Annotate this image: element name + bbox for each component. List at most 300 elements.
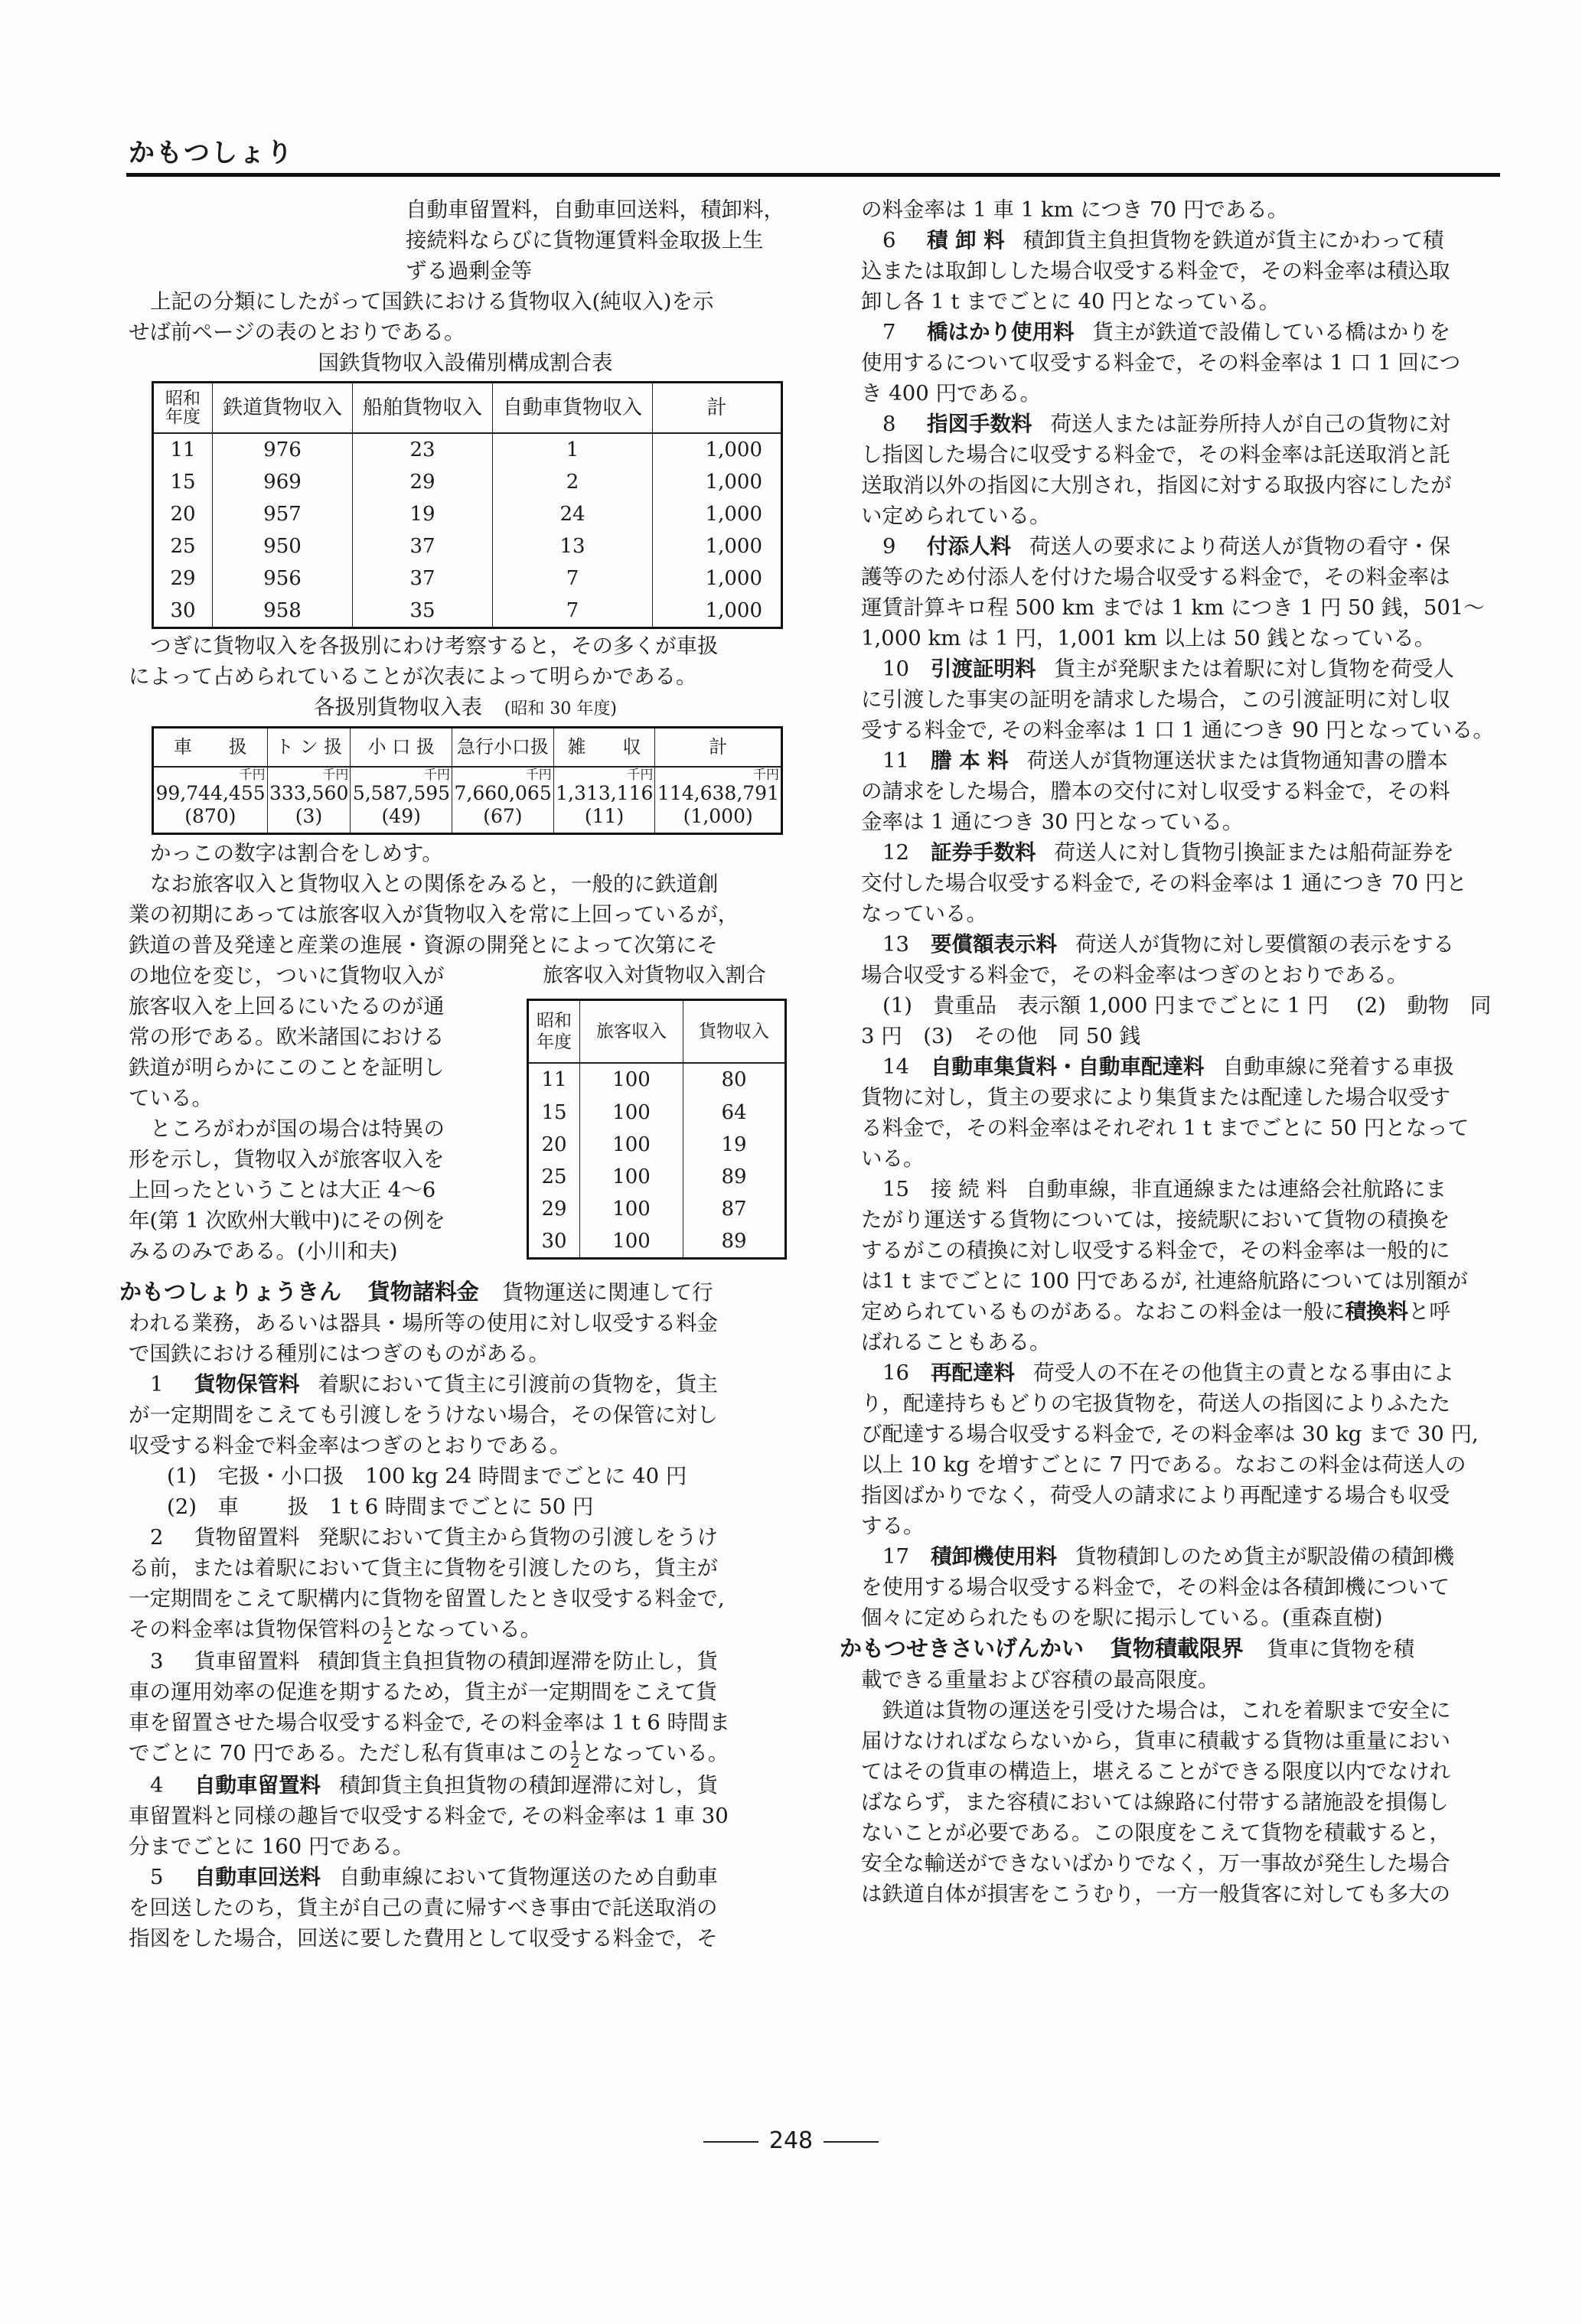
fee-item-heading bbox=[861, 929, 1504, 960]
entry-reading: かもつしょりょうきん bbox=[119, 1279, 342, 1305]
text-line: 1,000 km は 1 円，1,001 km 以上は 50 銭となっている。 bbox=[861, 626, 1436, 650]
item-text: 発駅において貨主から貨物の引渡しをうけ bbox=[318, 1525, 718, 1550]
sub-item: (2) 車 扱 1 t 6 時間までごとに 50 円 bbox=[167, 1494, 594, 1519]
table-row bbox=[153, 530, 782, 562]
table-cell: 7 bbox=[493, 562, 653, 595]
table-cell: 2 bbox=[493, 466, 653, 498]
text-line: ずる過剰金等 bbox=[406, 259, 532, 283]
item-term: 謄 本 料 bbox=[931, 748, 1009, 773]
item-number: 3 bbox=[150, 1649, 164, 1674]
text-line: は鉄道自体が損害をこうむり，一方一般貨客に対しても多大の bbox=[861, 1882, 1450, 1906]
table-cell: 11 bbox=[153, 433, 213, 466]
entry-heading bbox=[119, 1276, 787, 1308]
table-cell: 100 bbox=[580, 1063, 683, 1097]
table-cell: 19 bbox=[683, 1129, 786, 1161]
item-number: 11 bbox=[882, 748, 909, 773]
fee-item-heading bbox=[129, 1770, 787, 1801]
table-cell: 1,000 bbox=[653, 530, 782, 562]
text-line: 貨物に対し，貨主の要求により集貨または配達した場合収受す bbox=[861, 1085, 1450, 1110]
item-term: 指図手数料 bbox=[927, 412, 1032, 436]
table-cell: 23 bbox=[353, 433, 493, 466]
text-line: せば前ページの表のとおりである。 bbox=[129, 320, 465, 344]
value: 114,638,791 bbox=[657, 782, 779, 804]
text-line: 受する料金で, その料金率は 1 口 1 通につき 90 円となっている。 bbox=[861, 718, 1494, 742]
fee-item-heading bbox=[861, 745, 1504, 776]
fee-item-heading bbox=[129, 1862, 787, 1892]
text-line: し指図した場合に収受する料金で，その料金率は託送取消と託 bbox=[861, 442, 1450, 467]
text-line: 届けなければならないから，貨車に積載する貨物は重量におい bbox=[861, 1729, 1450, 1753]
item-term: 自動車集貨料・自動車配達料 bbox=[931, 1054, 1205, 1079]
text-line: ないことが必要である。この限度をこえて貨物を積載すると， bbox=[861, 1820, 1450, 1845]
col-header-year bbox=[528, 1000, 580, 1063]
fee-item-heading bbox=[861, 837, 1504, 868]
text: となっている。 bbox=[393, 1617, 542, 1641]
table-row bbox=[528, 1225, 786, 1259]
text-line: び配達する場合収受する料金で, その料金率は 30 kg まで 30 円, bbox=[861, 1422, 1479, 1446]
unit-label: 千円 bbox=[424, 768, 451, 783]
item-text: 荷送人が貨物に対し要償額の表示をする bbox=[1075, 932, 1454, 957]
item-term: 積卸機使用料 bbox=[931, 1544, 1057, 1569]
table-cell bbox=[153, 767, 268, 834]
text-line: 車を留置させた場合収受する料金で, その料金率は 1 t 6 時間ま bbox=[129, 1710, 730, 1735]
text-line: を回送したのち，貨主が自己の責に帰すべき事由で託送取消の bbox=[129, 1895, 718, 1920]
text: でごとに 70 円である。ただし私有貨車はこの bbox=[129, 1741, 569, 1765]
text-line: の料金率は 1 車 1 km につき 70 円である。 bbox=[861, 197, 1289, 222]
item-number: 14 bbox=[882, 1054, 909, 1079]
text-line: 使用するについて収受する料金で，その料金率は 1 口 1 回につ bbox=[861, 350, 1461, 375]
table-cell: 19 bbox=[353, 498, 493, 530]
header-rule bbox=[126, 173, 1500, 177]
table-cell: 1,000 bbox=[653, 433, 782, 466]
text-line: 常の形である。欧米諸国における bbox=[129, 1025, 445, 1049]
fee-item-heading bbox=[861, 1541, 1504, 1572]
text: その料金率は貨物保管料の bbox=[129, 1617, 381, 1641]
value: 5,587,595 bbox=[352, 782, 451, 804]
table-passenger-vs-freight bbox=[527, 999, 787, 1260]
item-term: 貨車留置料 bbox=[194, 1649, 300, 1674]
fee-item-heading bbox=[861, 1174, 1504, 1204]
item-number: 16 bbox=[882, 1361, 909, 1385]
value: 333,560 bbox=[269, 782, 349, 804]
table-cell: 89 bbox=[683, 1161, 786, 1193]
table-cell: 100 bbox=[580, 1129, 683, 1161]
text-line: 形を示し，貨物収入が旅客収入を bbox=[129, 1147, 445, 1172]
text-line bbox=[861, 1296, 1504, 1327]
entry2-body bbox=[861, 1664, 1504, 1909]
table-cell: 15 bbox=[528, 1097, 580, 1129]
text-line: ばならず，また容積においては線路に付帯する諸施設を損傷し bbox=[861, 1790, 1449, 1814]
text-line: 分までごとに 160 円である。 bbox=[129, 1834, 414, 1859]
fee-item-heading bbox=[861, 531, 1504, 562]
entry2-reading: かもつせきさいげんかい bbox=[840, 1635, 1085, 1661]
item-term: 積 卸 料 bbox=[927, 228, 1005, 253]
item-number: 9 bbox=[882, 534, 896, 559]
unit-label: 千円 bbox=[525, 768, 552, 783]
table-cell: 1,000 bbox=[653, 466, 782, 498]
text-line: 指図ばかりでなく，荷受人の請求により再配達する場合も収受 bbox=[861, 1483, 1450, 1508]
table-freight-revenue-by-handling bbox=[152, 726, 783, 836]
col-header: 計 bbox=[655, 727, 782, 767]
table-freight-revenue-by-facility bbox=[152, 381, 783, 629]
text-line-with-fraction bbox=[129, 1738, 787, 1770]
text-line: の請求をした場合，謄本の交付に対し収受する料金で，その料 bbox=[861, 779, 1450, 803]
item-text: 荷送人が貨物運送状または貨物通知書の謄本 bbox=[1026, 748, 1448, 773]
table-row bbox=[153, 498, 782, 530]
table-row bbox=[153, 562, 782, 595]
year-line-1: 昭和 bbox=[537, 1010, 572, 1031]
item-number: 12 bbox=[882, 840, 909, 865]
item-text: 積卸貨主負担貨物の積卸遅滞に対し，貨 bbox=[339, 1773, 718, 1798]
text-line: する。 bbox=[861, 1514, 925, 1538]
item-text: 貨主が発駅または着駅に対し貨物を荷受人 bbox=[1054, 657, 1454, 681]
page-number-value: 248 bbox=[768, 2127, 814, 2154]
entry-body bbox=[129, 1308, 787, 1369]
sub-item: 3 円 (3) その他 同 50 銭 bbox=[861, 1024, 1141, 1048]
text-line: 安全な輸送ができないばかりでなく，万一事故が発生した場合 bbox=[861, 1851, 1450, 1876]
text-line: 車留置料と同様の趣旨で収受する料金で, その料金率は 1 車 30 bbox=[129, 1804, 729, 1828]
paragraph bbox=[129, 631, 787, 692]
col-header-ship: 船舶貨物収入 bbox=[353, 383, 493, 433]
item-text: 自動車線において貨物運送のため自動車 bbox=[339, 1865, 718, 1889]
value: 1,313,116 bbox=[556, 782, 654, 804]
table2-caption bbox=[129, 692, 787, 725]
table-row bbox=[528, 1129, 786, 1161]
text-line: に引渡した事実の証明を請求した場合，この引渡証明に対し収 bbox=[861, 687, 1450, 712]
item-number: 8 bbox=[882, 412, 896, 436]
item-term: 貨物保管料 bbox=[194, 1372, 300, 1397]
ratio: (1,000) bbox=[683, 805, 753, 827]
ratio: (11) bbox=[584, 805, 625, 827]
entry2-text: 貨車に貨物を積 bbox=[1267, 1637, 1415, 1661]
table-cell: 15 bbox=[153, 466, 213, 498]
table-cell: 1 bbox=[493, 433, 653, 466]
text-line: かっこの数字は割合をしめす。 bbox=[150, 841, 443, 865]
fraction-denominator: 2 bbox=[569, 1753, 580, 1772]
text-line: いる。 bbox=[861, 1146, 925, 1171]
text-line: 上記の分類にしたがって国鉄における貨物収入(純収入)を示 bbox=[150, 289, 714, 314]
table-cell: 20 bbox=[153, 498, 213, 530]
col-header: 車 扱 bbox=[153, 727, 268, 767]
item-text: 自動車線に発着する車扱 bbox=[1222, 1054, 1454, 1079]
text-line-with-fraction bbox=[129, 1614, 787, 1646]
paragraph-narrow bbox=[129, 1113, 481, 1266]
text: となっている。 bbox=[581, 1741, 729, 1765]
left-column bbox=[119, 194, 787, 1954]
text-line: 業の初期にあっては旅客収入が貨物収入を常に上回っているが， bbox=[129, 902, 739, 927]
text-line: 送取消以外の指図に大別され，指図に対する取扱内容にしたが bbox=[861, 473, 1452, 497]
page-dash-right bbox=[824, 2141, 879, 2143]
table-cell: 958 bbox=[213, 595, 353, 628]
fee-item-heading bbox=[129, 1369, 787, 1400]
text-line: り，配達持ちもどりの宅扱貨物を，荷送人の指図によりふたた bbox=[861, 1391, 1450, 1416]
text-line: ばれることもある。 bbox=[861, 1330, 1051, 1354]
table-row bbox=[528, 1161, 786, 1193]
table3-caption: 旅客収入対貨物収入割合 bbox=[543, 963, 766, 987]
table-cell: 956 bbox=[213, 562, 353, 595]
item-text: 貨主が鉄道で設備している橋はかりを bbox=[1092, 320, 1450, 344]
text-line: するがこの積換に対し収受する料金で，その料金率は一般的に bbox=[861, 1238, 1450, 1263]
col-header-rail: 鉄道貨物収入 bbox=[213, 383, 353, 433]
col-header: ト ン 扱 bbox=[267, 727, 351, 767]
sub-item: (1) 貴重品 表示額 1,000 円までごとに 1 円 (2) 動物 同 bbox=[882, 993, 1492, 1018]
text-line: ている。 bbox=[129, 1086, 213, 1110]
col-header: 小 口 扱 bbox=[351, 727, 452, 767]
table-cell bbox=[655, 767, 782, 834]
fee-item-heading bbox=[129, 1522, 787, 1553]
unit-label: 千円 bbox=[753, 768, 779, 783]
intro-block bbox=[129, 194, 787, 286]
item-number: 7 bbox=[882, 320, 896, 344]
item-text: 荷送人に対し貨物引換証または船荷証券を bbox=[1054, 840, 1454, 865]
col-header-total: 計 bbox=[653, 383, 782, 433]
entry2-term: 貨物積載限界 bbox=[1110, 1635, 1244, 1661]
text-line: る前，または着駅において貨主に貨物を引渡したのち，貨主が bbox=[129, 1556, 718, 1580]
item-term: 引渡証明料 bbox=[931, 657, 1036, 681]
table-cell: 29 bbox=[528, 1193, 580, 1225]
text-line: 込または取卸しした場合収受する料金で，その料金率は積込取 bbox=[861, 259, 1450, 283]
table-cell: 969 bbox=[213, 466, 353, 498]
text-line: 以上 10 kg を増すごとに 7 円である。なおこの料金は荷送人の bbox=[861, 1452, 1466, 1477]
table-cell: 64 bbox=[683, 1097, 786, 1129]
table-cell: 87 bbox=[683, 1193, 786, 1225]
text-line: 卸し各 1 t までごとに 40 円となっている。 bbox=[861, 289, 1280, 314]
table-row bbox=[153, 433, 782, 466]
col-header: 雑 収 bbox=[553, 727, 655, 767]
table-row bbox=[153, 595, 782, 628]
text-line: 鉄道が明らかにこのことを証明し bbox=[129, 1055, 445, 1080]
table-cell bbox=[553, 767, 655, 834]
item-text: 着駅において貨主に引渡前の貨物を，貨主 bbox=[318, 1372, 718, 1397]
text-line: 載できる重量および容積の最高限度。 bbox=[861, 1667, 1219, 1692]
table-cell: 7 bbox=[493, 595, 653, 628]
table-cell: 29 bbox=[353, 466, 493, 498]
text-line: 護等のため付添人を付けた場合収受する料金で，その料金率は bbox=[861, 565, 1450, 589]
table-cell: 29 bbox=[153, 562, 213, 595]
table-cell: 25 bbox=[528, 1161, 580, 1193]
value: 7,660,065 bbox=[454, 782, 552, 804]
text-line: 自動車留置料，自動車回送料，積卸料， bbox=[406, 197, 784, 222]
item-term: 証券手数料 bbox=[931, 840, 1036, 865]
fee-item-heading bbox=[129, 1646, 787, 1677]
right-column bbox=[840, 194, 1504, 1909]
table-cell: 100 bbox=[580, 1097, 683, 1129]
text-line: ところがわが国の場合は特異の bbox=[150, 1116, 445, 1141]
paragraph-narrow bbox=[129, 960, 481, 1113]
fee-item-heading bbox=[861, 225, 1504, 256]
text-line: で国鉄における種別にはつぎのものがある。 bbox=[129, 1341, 550, 1366]
text-line: 上回ったということは大正 4～6 bbox=[129, 1178, 436, 1202]
table-cell: 37 bbox=[353, 530, 493, 562]
paragraph bbox=[129, 869, 787, 960]
unit-label: 千円 bbox=[627, 768, 654, 783]
text: と呼 bbox=[1408, 1299, 1450, 1324]
table-cell: 950 bbox=[213, 530, 353, 562]
text-line: 一定期間をこえて駅構内に貨物を留置したとき収受する料金で, bbox=[129, 1586, 725, 1611]
text-line: を使用する場合収受する料金で，その料金は各積卸機について bbox=[861, 1575, 1450, 1599]
table-cell: 100 bbox=[580, 1161, 683, 1193]
text-line: 金率は 1 通につき 30 円となっている。 bbox=[861, 810, 1244, 834]
entry-text: 貨物運送に関連して行 bbox=[502, 1280, 713, 1305]
fee-item-heading bbox=[861, 1358, 1504, 1388]
unit-label: 千円 bbox=[239, 768, 266, 783]
fee-items-right bbox=[861, 225, 1504, 1633]
table-cell: 100 bbox=[580, 1225, 683, 1259]
table-cell bbox=[452, 767, 554, 834]
col-header: 急行小口扱 bbox=[452, 727, 554, 767]
col-header-freight: 貨物収入 bbox=[683, 1000, 786, 1063]
table-cell: 100 bbox=[580, 1193, 683, 1225]
item-term: 再配達料 bbox=[931, 1361, 1015, 1385]
table-cell: 35 bbox=[353, 595, 493, 628]
value: 99,744,455 bbox=[155, 782, 266, 804]
text-line: によって占められていることが次表によって明らかである。 bbox=[129, 663, 697, 689]
ratio: (870) bbox=[184, 805, 236, 827]
table2-title: 各扱別貨物収入表 bbox=[314, 694, 483, 719]
table-cell: 13 bbox=[493, 530, 653, 562]
item-number: 4 bbox=[150, 1773, 164, 1798]
text-line: 旅客収入を上回るにいたるのが通 bbox=[129, 994, 445, 1019]
item-number: 13 bbox=[882, 932, 909, 957]
table2-note: (昭和 30 年度) bbox=[504, 699, 617, 719]
year-line-2: 年度 bbox=[537, 1032, 572, 1052]
text-line: は1 t までごとに 100 円であるが, 社連絡航路については別額が bbox=[861, 1269, 1468, 1293]
page-dash-left bbox=[703, 2141, 758, 2143]
fraction-numerator: 1 bbox=[569, 1737, 580, 1755]
running-header: かもつしょり bbox=[129, 138, 294, 168]
item-term: 橋はかり使用料 bbox=[927, 320, 1075, 344]
item-text: 荷送人または証券所持人が自己の貨物に対 bbox=[1050, 412, 1450, 436]
table-cell: 80 bbox=[683, 1063, 786, 1097]
item-number: 1 bbox=[150, 1372, 164, 1397]
paragraph bbox=[129, 286, 787, 347]
text-line: なっている。 bbox=[861, 901, 987, 926]
item-number: 10 bbox=[882, 657, 909, 681]
col-header-passenger: 旅客収入 bbox=[580, 1000, 683, 1063]
item-text: 積卸貨主負担貨物を鉄道が貨主にかわって積 bbox=[1023, 228, 1444, 253]
text-line: 場合収受する料金で，その料金率はつぎのとおりである。 bbox=[861, 963, 1408, 987]
table-cell: 25 bbox=[153, 530, 213, 562]
entry2-heading bbox=[840, 1633, 1504, 1664]
item-term: 自動車回送料 bbox=[194, 1865, 321, 1889]
text-line: てはその貨車の構造上，堪えることができる限度以内でなけれ bbox=[861, 1759, 1450, 1784]
year-line-2: 年度 bbox=[165, 406, 201, 427]
item-number: 15 bbox=[882, 1177, 909, 1201]
table-cell: 20 bbox=[528, 1129, 580, 1161]
table1-caption: 国鉄貨物収入設備別構成割合表 bbox=[318, 350, 613, 375]
ratio: (3) bbox=[295, 805, 323, 827]
paragraph bbox=[129, 838, 787, 869]
table-cell bbox=[351, 767, 452, 834]
text-line: たがり運送する貨物については，接続駅において貨物の積換を bbox=[861, 1208, 1450, 1232]
item-term: 貨物留置料 bbox=[194, 1525, 300, 1550]
text-line: つぎに貨物収入を各扱別にわけ考察すると，その多くが車扱 bbox=[150, 633, 719, 658]
col-header-auto: 自動車貨物収入 bbox=[493, 383, 653, 433]
text-line: 収受する料金で料金率はつぎのとおりである。 bbox=[129, 1433, 571, 1458]
text-line: の地位を変じ，ついに貨物収入が bbox=[129, 963, 445, 988]
table-cell: 30 bbox=[153, 595, 213, 628]
text-line: き 400 円である。 bbox=[861, 381, 1041, 406]
bold-term: 積換料 bbox=[1345, 1299, 1408, 1324]
item-text: 荷送人の要求により荷送人が貨物の看守・保 bbox=[1029, 534, 1450, 559]
text-line: 指図をした場合，回送に要した費用として収受する料金で，そ bbox=[129, 1926, 718, 1951]
ratio: (67) bbox=[483, 805, 523, 827]
table-row bbox=[528, 1097, 786, 1129]
item-text: 自動車線，非直通線または連絡会社航路にま bbox=[1025, 1177, 1447, 1201]
fee-item-heading bbox=[861, 1051, 1504, 1082]
item-term: 接 続 料 bbox=[931, 1177, 1007, 1201]
table-cell: 1,000 bbox=[653, 498, 782, 530]
text-line: る料金で，その料金率はそれぞれ 1 t までごとに 50 円となって bbox=[861, 1116, 1469, 1140]
table-row bbox=[153, 466, 782, 498]
unit-label: 千円 bbox=[322, 768, 349, 783]
text-line: 車の運用効率の促進を期するため，貨主が一定期間をこえて貨 bbox=[129, 1680, 717, 1704]
table-cell: 957 bbox=[213, 498, 353, 530]
year-line-1: 昭和 bbox=[165, 388, 201, 409]
text-line: 鉄道は貨物の運送を引受けた場合は，これを着駅まで安全に bbox=[882, 1698, 1451, 1723]
fraction-denominator: 2 bbox=[383, 1629, 393, 1648]
ratio: (49) bbox=[381, 805, 421, 827]
item-term: 要償額表示料 bbox=[931, 932, 1057, 957]
entry-term: 貨物諸料金 bbox=[367, 1279, 479, 1305]
table-cell: 1,000 bbox=[653, 595, 782, 628]
fraction-numerator: 1 bbox=[383, 1613, 393, 1631]
text-line: 年(第 1 次欧州大戦中)にその例を bbox=[129, 1208, 445, 1233]
table-cell bbox=[267, 767, 351, 834]
table-row bbox=[528, 1063, 786, 1097]
fee-item-heading bbox=[861, 409, 1504, 439]
text-line: みるのみである。(小川和夫) bbox=[129, 1239, 398, 1263]
table-cell: 30 bbox=[528, 1225, 580, 1259]
item-term: 自動車留置料 bbox=[194, 1773, 321, 1798]
page-number bbox=[0, 2127, 1582, 2154]
text: 定められているものがある。なおこの料金は一般に bbox=[861, 1299, 1346, 1324]
fraction-one-half bbox=[570, 1739, 580, 1770]
text-line: い定められている。 bbox=[861, 504, 1051, 528]
item-number: 17 bbox=[882, 1544, 909, 1569]
table-cell: 24 bbox=[493, 498, 653, 530]
text-line: なお旅客収入と貨物収入との関係をみると，一般的に鉄道創 bbox=[150, 872, 719, 896]
text-line: われる業務，あるいは器具・場所等の使用に対し収受する料金 bbox=[129, 1311, 718, 1335]
item-term: 付添人料 bbox=[927, 534, 1011, 559]
sub-item: (1) 宅扱・小口扱 100 kg 24 時間までごとに 40 円 bbox=[167, 1464, 687, 1488]
item-text: 貨物積卸しのため貨主が駅設備の積卸機 bbox=[1075, 1544, 1454, 1569]
fee-item-heading bbox=[861, 654, 1504, 684]
fee-items-left bbox=[129, 1369, 787, 1954]
wrap-region bbox=[129, 960, 787, 1276]
text-line: 交付した場合収受する料金で, その料金率は 1 通につき 70 円と bbox=[861, 871, 1467, 895]
text-line: が一定期間をこえても引渡しをうけない場合，その保管に対し bbox=[129, 1403, 718, 1427]
text-line: 接続料ならびに貨物運賃料金取扱上生 bbox=[406, 228, 764, 253]
table-cell: 89 bbox=[683, 1225, 786, 1259]
item-number: 2 bbox=[150, 1525, 164, 1550]
item-number: 6 bbox=[882, 228, 896, 253]
continued-text bbox=[861, 194, 1504, 225]
table-cell: 1,000 bbox=[653, 562, 782, 595]
item-text: 積卸貨主負担貨物の積卸遅滞を防止し，貨 bbox=[318, 1649, 718, 1674]
text-line: 鉄道の普及発達と産業の進展・資源の開発とによって次第にそ bbox=[129, 933, 718, 957]
fraction-one-half bbox=[383, 1615, 393, 1646]
table-cell: 37 bbox=[353, 562, 493, 595]
item-number: 5 bbox=[150, 1865, 164, 1889]
text-line: 個々に定められたものを駅に掲示している。(重森直樹) bbox=[861, 1605, 1383, 1630]
table-row bbox=[528, 1193, 786, 1225]
fee-item-heading bbox=[861, 317, 1504, 347]
table3-block bbox=[522, 960, 787, 1260]
table-cell: 11 bbox=[528, 1063, 580, 1097]
text-line: 運賃計算キロ程 500 km までは 1 km につき 1 円 50 銭，501～ bbox=[861, 595, 1485, 620]
item-text: 荷受人の不在その他貨主の責となる事由によ bbox=[1033, 1361, 1454, 1385]
col-header-year bbox=[153, 383, 213, 433]
